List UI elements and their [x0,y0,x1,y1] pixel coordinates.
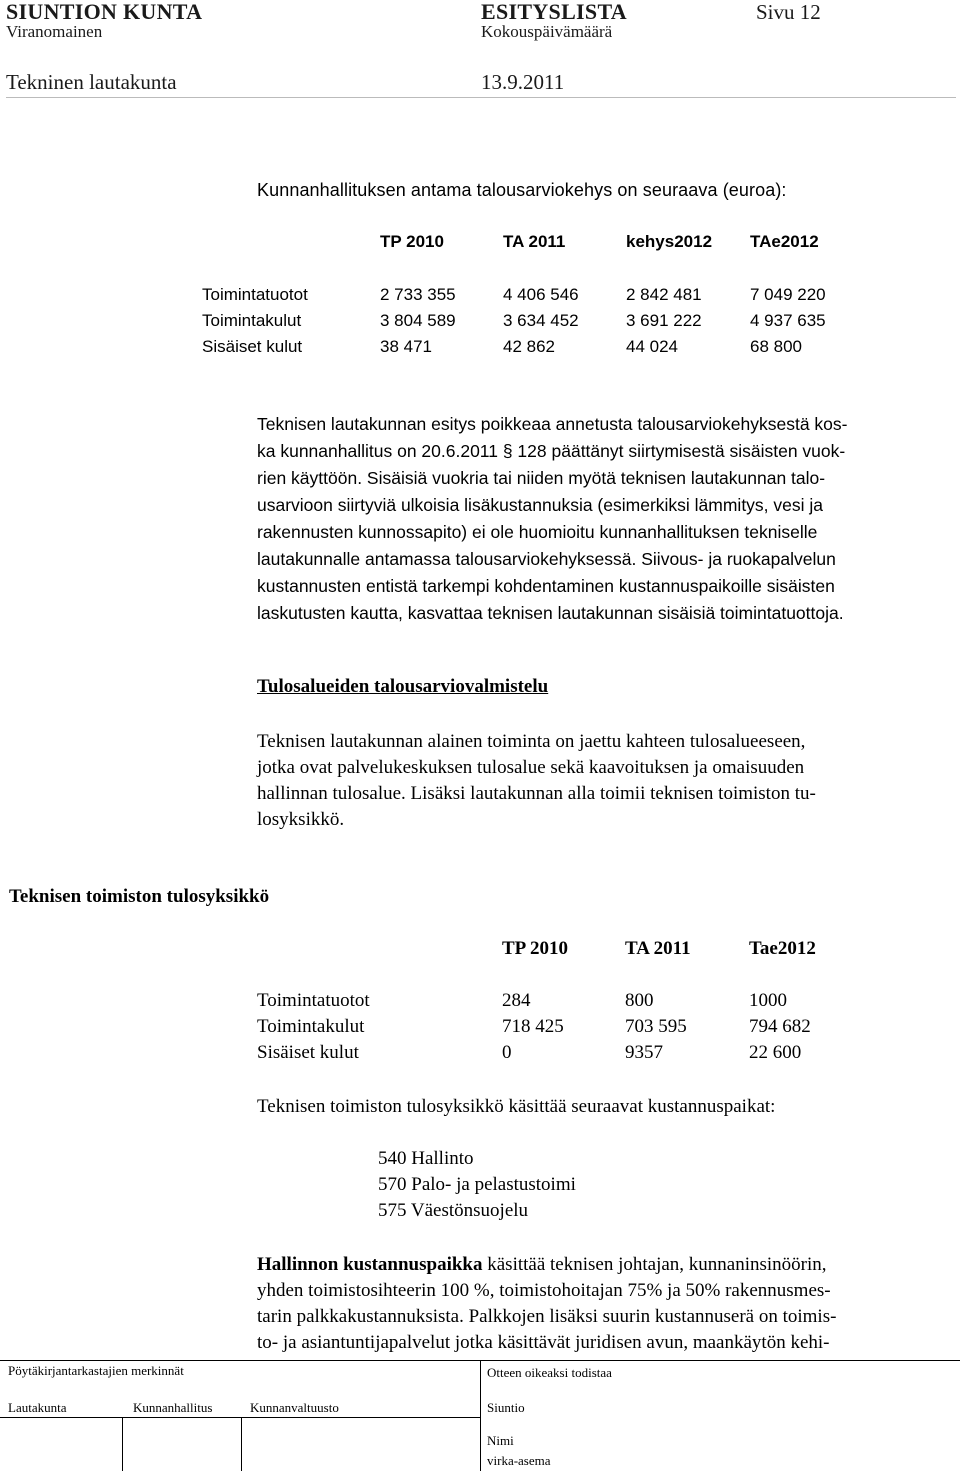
table2-cell: 800 [625,990,654,1011]
table2-cell: 1000 [749,990,787,1011]
paragraph-line: tarin palkkakustannuksista. Palkkojen lisäksi suurin kustannuserä on toimis- [257,1306,837,1327]
header-divider [6,97,956,98]
table1-row-label: Sisäiset kulut [202,337,303,356]
paragraph-line: rakennusten kunnossapito) ei ole huomioitu kunnanhallituksen tekniselle [257,522,818,542]
paragraph-line: ka kunnanhallitus on 20.6.2011 § 128 päättänyt siirtymisestä sisäisten vuok- [257,441,846,461]
cost-center-item: 570 Palo- ja pelastustoimi [378,1174,576,1195]
table2-cell: 718 425 [502,1016,564,1037]
paragraph-line: losyksikkö. [257,809,345,830]
footer-body-lautakunta: Lautakunta [8,1400,67,1415]
table2-cell: 22 600 [749,1042,802,1063]
table1-cell: 44 024 [626,337,678,356]
table2-cell: 0 [502,1042,512,1063]
table2-row-label: Sisäiset kulut [257,1042,359,1063]
municipality-name: SIUNTION KUNTA [6,0,203,24]
paragraph-line: usarvioon siirtyviä ulkoisia lisäkustannuksia (esimerkiksi lämmitys, vesi ja [257,495,824,515]
table1-cell: 2 842 481 [626,285,702,304]
table1-col-header: kehys2012 [626,232,713,251]
table2-col-header: TP 2010 [502,938,568,959]
table1-col-header: TAe2012 [750,232,819,251]
meeting-date: 13.9.2011 [481,70,565,94]
footer-body-kunnanvaltuusto: Kunnanvaltuusto [250,1400,339,1415]
cost-centers-intro: Teknisen toimiston tulosyksikkö käsittää seuraavat kustannuspaikat: [257,1096,776,1117]
authority-name: Tekninen lautakunta [6,70,177,94]
footer-sign-divider [122,1417,123,1471]
table2-col-header: TA 2011 [625,938,691,959]
paragraph-line: laskutusten kautta, kasvattaa teknisen lautakunnan sisäisiä toimintatuottoja. [257,603,844,623]
page-number: Sivu 12 [756,0,821,24]
hallinto-paragraph [257,1252,957,1356]
paragraph-line: jotka ovat palvelukeskuksen tulosalue sekä kaavoituksen ja omaisuuden [257,757,805,778]
footer-place: Siuntio [487,1400,525,1415]
table2-row-label: Toimintatuotot [257,990,370,1011]
table1-col-header: TP 2010 [380,232,444,251]
paragraph-line: to- ja asiantuntijapalvelut jotka käsittävät juridisen avun, maankäytön kehi- [257,1332,830,1353]
table1-col-header: TA 2011 [503,232,566,251]
footer-title-label: virka-asema [487,1453,551,1468]
footer-sign-rule [0,1417,480,1418]
paragraph-line: yhden toimistosihteerin 100 %, toimistohoitajan 75% ja 50% rakennusmes- [257,1280,831,1301]
hallinto-bold-term: Hallinnon kustannuspaikka [257,1254,483,1275]
table1-row-label: Toimintatuotot [202,285,308,304]
table1-cell: 3 634 452 [503,311,579,330]
section-heading-tulosyksikko: Teknisen toimiston tulosyksikkö [9,886,270,907]
table2-cell: 794 682 [749,1016,811,1037]
budget-deviation-paragraph [257,411,957,627]
meeting-date-label: Kokouspäivämäärä [481,22,613,41]
table2-col-header: Tae2012 [749,938,816,959]
table2-cell: 9357 [625,1042,663,1063]
paragraph-line: Teknisen lautakunnan alainen toiminta on jaettu kahteen tulosalueeseen, [257,731,806,752]
table2-cell: 703 595 [625,1016,687,1037]
table1-cell: 2 733 355 [380,285,456,304]
paragraph-line [257,1252,957,1278]
table1-cell: 3 804 589 [380,311,456,330]
footer-body-kunnanhallitus: Kunnanhallitus [133,1400,213,1415]
table1-row-label: Toimintakulut [202,311,302,330]
signers-label: Pöytäkirjantarkastajien merkinnät [8,1363,184,1378]
table1-cell: 38 471 [380,337,432,356]
paragraph-line: Teknisen lautakunnan esitys poikkeaa annetusta talousarviokehyksestä kos- [257,414,848,434]
intro-text: Kunnanhallituksen antama talousarviokehys on seuraava (euroa): [257,180,787,200]
table2-cell: 284 [502,990,531,1011]
cost-center-item: 575 Väestönsuojelu [378,1200,529,1221]
paragraph-line: hallinnan tulosalue. Lisäksi lautakunnan alla toimii teknisen toimiston tu- [257,783,816,804]
footer-sign-divider [241,1417,242,1471]
certified-label: Otteen oikeaksi todistaa [487,1365,612,1380]
document-type: ESITYSLISTA [481,0,627,24]
section-heading-tulosalueet: Tulosalueiden talousarviovalmistelu [257,676,549,697]
footer-name-label: Nimi [487,1433,514,1448]
footer-center-divider [480,1360,481,1471]
table1-cell: 7 049 220 [750,285,826,304]
table1-cell: 4 406 546 [503,285,579,304]
table1-cell: 42 862 [503,337,555,356]
authority-label: Viranomainen [6,22,103,41]
table1-cell: 4 937 635 [750,311,826,330]
table2-row-label: Toimintakulut [257,1016,365,1037]
paragraph-line: rien käyttöön. Sisäisiä vuokria tai niiden myötä teknisen lautakunnan talo- [257,468,826,488]
tulosalueet-paragraph [257,729,957,833]
paragraph-line: kustannusten entistä tarkempi kohdentaminen kustannuspaikoille sisäisten [257,576,835,596]
cost-center-item: 540 Hallinto [378,1148,474,1169]
paragraph-text: käsittää teknisen johtajan, kunnaninsinöörin, [482,1254,827,1275]
paragraph-line: lautakunnalle antamassa talousarviokehyksessä. Siivous- ja ruokapalvelun [257,549,836,569]
table1-cell: 3 691 222 [626,311,702,330]
table1-cell: 68 800 [750,337,802,356]
